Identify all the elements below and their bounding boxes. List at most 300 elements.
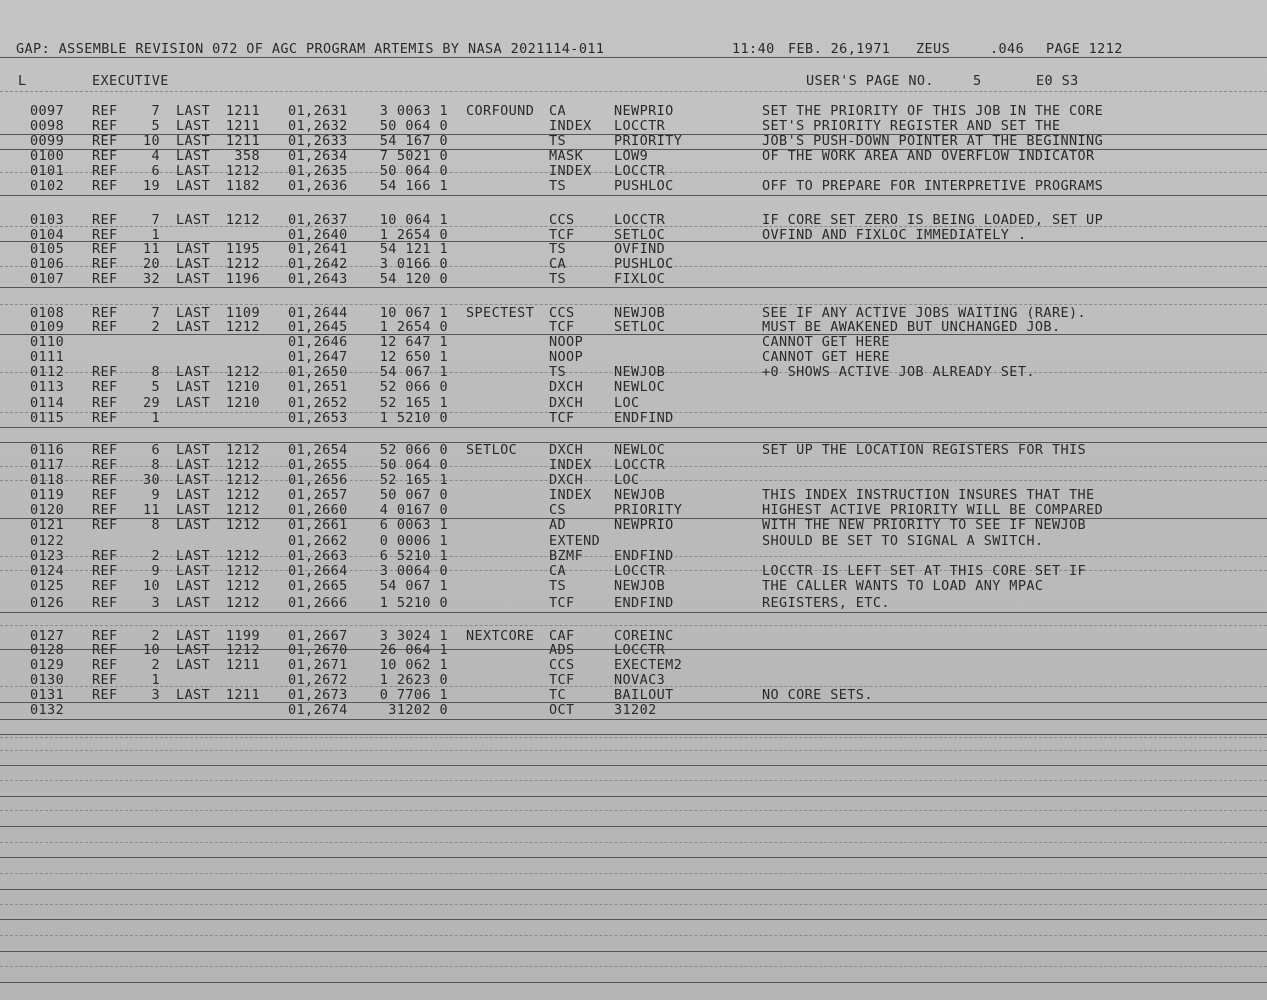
ruled-line	[0, 612, 1267, 613]
ref-keyword: REF	[92, 227, 118, 243]
operand: NEWLOC	[614, 442, 666, 458]
address: 01,2670	[288, 642, 348, 658]
ref-keyword: REF	[92, 642, 118, 658]
ruled-line	[0, 951, 1267, 952]
ref-keyword: REF	[92, 628, 118, 644]
address: 01,2671	[288, 657, 348, 673]
address: 01,2636	[288, 178, 348, 194]
opcode: TCF	[549, 672, 575, 688]
opcode: CAF	[549, 628, 575, 644]
opcode: INDEX	[549, 118, 592, 134]
ref-count: 3	[151, 595, 160, 611]
opcode: INDEX	[549, 457, 592, 473]
last-page: 1212	[225, 578, 260, 594]
line-number: 0131	[30, 687, 65, 703]
octal-word: 3 0166 0	[379, 256, 448, 272]
operand: LOC	[614, 395, 640, 411]
octal-word: 0 0006 1	[379, 533, 448, 549]
operand: NOVAC3	[614, 672, 666, 688]
last-keyword: LAST	[176, 442, 211, 458]
octal-word: 54 067 1	[379, 364, 448, 380]
octal-word: 10 062 1	[379, 657, 448, 673]
operand: LOCCTR	[614, 212, 666, 228]
octal-word: 54 121 1	[379, 241, 448, 257]
ref-keyword: REF	[92, 595, 118, 611]
octal-word: 10 064 1	[379, 212, 448, 228]
ref-keyword: REF	[92, 687, 118, 703]
address: 01,2637	[288, 212, 348, 228]
header-time: 11:40	[732, 41, 775, 57]
last-keyword: LAST	[176, 319, 211, 335]
comment: +0 SHOWS ACTIVE JOB ALREADY SET.	[762, 364, 1035, 380]
opcode: TS	[549, 133, 567, 149]
ruled-line	[0, 826, 1267, 827]
ref-count: 2	[151, 319, 160, 335]
opcode: AD	[549, 517, 567, 533]
line-number: 0123	[30, 548, 65, 564]
operand: NEWJOB	[614, 578, 666, 594]
dashed-line	[0, 904, 1267, 905]
line-number: 0097	[30, 103, 65, 119]
address: 01,2647	[288, 349, 348, 365]
ref-count: 7	[151, 212, 160, 228]
line-number: 0121	[30, 517, 65, 533]
operand: FIXLOC	[614, 271, 666, 287]
last-page: 1212	[225, 319, 260, 335]
operand: PUSHLOC	[614, 178, 674, 194]
line-number: 0114	[30, 395, 65, 411]
comment: THE CALLER WANTS TO LOAD ANY MPAC	[762, 578, 1044, 594]
opcode: INDEX	[549, 163, 592, 179]
ref-count: 2	[151, 548, 160, 564]
line-number: 0099	[30, 133, 65, 149]
last-page: 1211	[225, 657, 260, 673]
ruled-line	[0, 287, 1267, 288]
last-page: 1211	[225, 103, 260, 119]
line-number: 0113	[30, 379, 65, 395]
operand: LOCCTR	[614, 642, 666, 658]
octal-word: 54 167 0	[379, 133, 448, 149]
octal-word: 50 064 0	[379, 163, 448, 179]
last-keyword: LAST	[176, 103, 211, 119]
last-keyword: LAST	[176, 642, 211, 658]
line-number: 0110	[30, 334, 65, 350]
address: 01,2664	[288, 563, 348, 579]
ref-keyword: REF	[92, 271, 118, 287]
ruled-line	[0, 734, 1267, 735]
ref-keyword: REF	[92, 364, 118, 380]
last-keyword: LAST	[176, 148, 211, 164]
last-keyword: LAST	[176, 517, 211, 533]
octal-word: 1 2623 0	[379, 672, 448, 688]
last-page: 1212	[225, 642, 260, 658]
last-page: 1212	[225, 212, 260, 228]
octal-word: 1 5210 0	[379, 595, 448, 611]
last-keyword: LAST	[176, 379, 211, 395]
operand: NEWLOC	[614, 379, 666, 395]
octal-word: 50 064 0	[379, 118, 448, 134]
last-page: 1211	[225, 118, 260, 134]
operand: EXECTEM2	[614, 657, 683, 673]
dashed-line	[0, 966, 1267, 967]
line-number: 0115	[30, 410, 65, 426]
address: 01,2646	[288, 334, 348, 350]
octal-word: 52 066 0	[379, 442, 448, 458]
opcode: TCF	[549, 319, 575, 335]
opcode: TCF	[549, 227, 575, 243]
operand: COREINC	[614, 628, 674, 644]
octal-word: 4 0167 0	[379, 502, 448, 518]
dashed-line	[0, 91, 1267, 92]
dashed-line	[0, 750, 1267, 751]
opcode: CCS	[549, 305, 575, 321]
last-page: 1212	[225, 517, 260, 533]
octal-word: 0 7706 1	[379, 687, 448, 703]
operand: LOCCTR	[614, 457, 666, 473]
last-keyword: LAST	[176, 305, 211, 321]
last-page: 1199	[225, 628, 260, 644]
address: 01,2654	[288, 442, 348, 458]
opcode: CCS	[549, 657, 575, 673]
ref-count: 19	[142, 178, 160, 194]
operand: PUSHLOC	[614, 256, 674, 272]
line-number: 0116	[30, 442, 65, 458]
ref-count: 32	[142, 271, 160, 287]
last-page: 1212	[225, 163, 260, 179]
comment: IF CORE SET ZERO IS BEING LOADED, SET UP	[762, 212, 1104, 228]
line-number: 0106	[30, 256, 65, 272]
ref-count: 2	[151, 628, 160, 644]
line-number: 0117	[30, 457, 65, 473]
last-page: 1195	[225, 241, 260, 257]
address: 01,2674	[288, 702, 348, 718]
ruled-line	[0, 427, 1267, 428]
address: 01,2653	[288, 410, 348, 426]
opcode: INDEX	[549, 487, 592, 503]
operand: LOCCTR	[614, 118, 666, 134]
opcode: CA	[549, 103, 567, 119]
opcode: CA	[549, 563, 567, 579]
comment: OVFIND AND FIXLOC IMMEDIATELY .	[762, 227, 1027, 243]
line-number: 0127	[30, 628, 65, 644]
ref-keyword: REF	[92, 148, 118, 164]
comment: SHOULD BE SET TO SIGNAL A SWITCH.	[762, 533, 1044, 549]
line-number: 0105	[30, 241, 65, 257]
operand: ENDFIND	[614, 595, 674, 611]
comment: THIS INDEX INSTRUCTION INSURES THAT THE	[762, 487, 1095, 503]
last-page: 1212	[225, 487, 260, 503]
octal-word: 52 165 1	[379, 395, 448, 411]
last-page: 1212	[225, 472, 260, 488]
octal-word: 12 647 1	[379, 334, 448, 350]
octal-word: 3 3024 1	[379, 628, 448, 644]
last-keyword: LAST	[176, 364, 211, 380]
operand: 31202	[614, 702, 657, 718]
header-seq: .046	[990, 41, 1025, 57]
address: 01,2657	[288, 487, 348, 503]
address: 01,2633	[288, 133, 348, 149]
line-number: 0129	[30, 657, 65, 673]
header-page: PAGE 1212	[1046, 41, 1123, 57]
line-number: 0130	[30, 672, 65, 688]
opcode: TS	[549, 271, 567, 287]
ref-count: 5	[151, 118, 160, 134]
last-page: 1210	[225, 395, 260, 411]
address: 01,2645	[288, 319, 348, 335]
operand: PRIORITY	[614, 502, 683, 518]
comment: REGISTERS, ETC.	[762, 595, 890, 611]
users-page-number: 5	[973, 73, 982, 89]
comment: NO CORE SETS.	[762, 687, 873, 703]
octal-word: 54 166 1	[379, 178, 448, 194]
line-number: 0104	[30, 227, 65, 243]
dashed-line	[0, 810, 1267, 811]
ref-keyword: REF	[92, 212, 118, 228]
address: 01,2634	[288, 148, 348, 164]
ref-count: 3	[151, 687, 160, 703]
ref-keyword: REF	[92, 118, 118, 134]
last-page: 1212	[225, 595, 260, 611]
opcode: ADS	[549, 642, 575, 658]
ref-keyword: REF	[92, 502, 118, 518]
comment: SET'S PRIORITY REGISTER AND SET THE	[762, 118, 1061, 134]
last-page: 1211	[225, 133, 260, 149]
last-page: 1182	[225, 178, 260, 194]
ruled-line	[0, 57, 1267, 58]
ref-keyword: REF	[92, 256, 118, 272]
address: 01,2666	[288, 595, 348, 611]
octal-word: 52 165 1	[379, 472, 448, 488]
last-page: 1212	[225, 502, 260, 518]
ref-keyword: REF	[92, 103, 118, 119]
ref-keyword: REF	[92, 517, 118, 533]
line-number: 0119	[30, 487, 65, 503]
line-number: 0124	[30, 563, 65, 579]
dashed-line	[0, 780, 1267, 781]
octal-word: 1 2654 0	[379, 227, 448, 243]
operand: LOCCTR	[614, 163, 666, 179]
address: 01,2641	[288, 241, 348, 257]
ref-count: 5	[151, 379, 160, 395]
ref-keyword: REF	[92, 657, 118, 673]
address: 01,2655	[288, 457, 348, 473]
address: 01,2644	[288, 305, 348, 321]
ref-keyword: REF	[92, 442, 118, 458]
address: 01,2632	[288, 118, 348, 134]
ref-count: 11	[142, 502, 160, 518]
line-number: 0107	[30, 271, 65, 287]
ref-keyword: REF	[92, 548, 118, 564]
last-page: 1211	[225, 687, 260, 703]
ref-count: 9	[151, 563, 160, 579]
ref-keyword: REF	[92, 457, 118, 473]
ref-count: 4	[151, 148, 160, 164]
address: 01,2635	[288, 163, 348, 179]
address: 01,2652	[288, 395, 348, 411]
line-number: 0111	[30, 349, 65, 365]
ref-count: 11	[142, 241, 160, 257]
symbol-label: SPECTEST	[466, 305, 535, 321]
line-number: 0098	[30, 118, 65, 134]
opcode: BZMF	[549, 548, 584, 564]
ref-count: 7	[151, 103, 160, 119]
ref-count: 10	[142, 133, 160, 149]
last-keyword: LAST	[176, 212, 211, 228]
ed-code: E0 S3	[1036, 73, 1079, 89]
operand: OVFIND	[614, 241, 666, 257]
last-page: 358	[234, 148, 260, 164]
ref-count: 6	[151, 163, 160, 179]
last-keyword: LAST	[176, 657, 211, 673]
octal-word: 10 067 1	[379, 305, 448, 321]
opcode: CCS	[549, 212, 575, 228]
octal-word: 50 064 0	[379, 457, 448, 473]
comment: CANNOT GET HERE	[762, 334, 890, 350]
last-page: 1196	[225, 271, 260, 287]
address: 01,2640	[288, 227, 348, 243]
comment: OF THE WORK AREA AND OVERFLOW INDICATOR	[762, 148, 1095, 164]
comment: HIGHEST ACTIVE PRIORITY WILL BE COMPARED	[762, 502, 1104, 518]
octal-word: 3 0063 1	[379, 103, 448, 119]
last-keyword: LAST	[176, 133, 211, 149]
ref-count: 2	[151, 657, 160, 673]
operand: PRIORITY	[614, 133, 683, 149]
dashed-line	[0, 935, 1267, 936]
octal-word: 50 067 0	[379, 487, 448, 503]
ref-keyword: REF	[92, 472, 118, 488]
line-number: 0132	[30, 702, 65, 718]
ref-keyword: REF	[92, 563, 118, 579]
last-keyword: LAST	[176, 395, 211, 411]
address: 01,2661	[288, 517, 348, 533]
last-keyword: LAST	[176, 563, 211, 579]
opcode: CA	[549, 256, 567, 272]
last-keyword: LAST	[176, 256, 211, 272]
opcode: DXCH	[549, 472, 584, 488]
last-keyword: LAST	[176, 628, 211, 644]
ruled-line	[0, 796, 1267, 797]
last-keyword: LAST	[176, 502, 211, 518]
last-page: 1212	[225, 457, 260, 473]
octal-word: 6 0063 1	[379, 517, 448, 533]
last-keyword: LAST	[176, 457, 211, 473]
comment: LOCCTR IS LEFT SET AT THIS CORE SET IF	[762, 563, 1087, 579]
operand: NEWJOB	[614, 305, 666, 321]
last-keyword: LAST	[176, 687, 211, 703]
last-page: 1210	[225, 379, 260, 395]
operand: BAILOUT	[614, 687, 674, 703]
line-number: 0109	[30, 319, 65, 335]
line-number: 0126	[30, 595, 65, 611]
operand: NEWJOB	[614, 487, 666, 503]
last-page: 1212	[225, 563, 260, 579]
ref-keyword: REF	[92, 241, 118, 257]
octal-word: 26 064 1	[379, 642, 448, 658]
comment: WITH THE NEW PRIORITY TO SEE IF NEWJOB	[762, 517, 1087, 533]
line-number: 0118	[30, 472, 65, 488]
ref-count: 9	[151, 487, 160, 503]
operand: NEWJOB	[614, 364, 666, 380]
subheader-l: L	[18, 73, 27, 89]
ref-count: 1	[151, 410, 160, 426]
address: 01,2663	[288, 548, 348, 564]
ref-keyword: REF	[92, 395, 118, 411]
comment: OFF TO PREPARE FOR INTERPRETIVE PROGRAMS	[762, 178, 1104, 194]
address: 01,2665	[288, 578, 348, 594]
line-number: 0125	[30, 578, 65, 594]
ruled-line	[0, 195, 1267, 196]
last-keyword: LAST	[176, 595, 211, 611]
ref-count: 6	[151, 442, 160, 458]
ruled-line	[0, 919, 1267, 920]
last-page: 1212	[225, 364, 260, 380]
last-keyword: LAST	[176, 163, 211, 179]
ref-keyword: REF	[92, 672, 118, 688]
opcode: DXCH	[549, 442, 584, 458]
ref-keyword: REF	[92, 305, 118, 321]
line-number: 0128	[30, 642, 65, 658]
dashed-line	[0, 625, 1267, 626]
last-keyword: LAST	[176, 578, 211, 594]
octal-word: 54 067 1	[379, 578, 448, 594]
ref-keyword: REF	[92, 319, 118, 335]
dashed-line	[0, 842, 1267, 843]
operand: SETLOC	[614, 319, 666, 335]
ruled-line	[0, 857, 1267, 858]
octal-word: 3 0064 0	[379, 563, 448, 579]
dashed-line	[0, 737, 1267, 738]
address: 01,2660	[288, 502, 348, 518]
section-name: EXECUTIVE	[92, 73, 169, 89]
symbol-label: CORFOUND	[466, 103, 535, 119]
ref-count: 8	[151, 517, 160, 533]
opcode: EXTEND	[549, 533, 601, 549]
opcode: TC	[549, 687, 567, 703]
last-keyword: LAST	[176, 487, 211, 503]
opcode: NOOP	[549, 349, 584, 365]
address: 01,2672	[288, 672, 348, 688]
last-page: 1109	[225, 305, 260, 321]
users-page-label: USER'S PAGE NO.	[806, 73, 934, 89]
line-number: 0108	[30, 305, 65, 321]
dashed-line	[0, 873, 1267, 874]
comment: CANNOT GET HERE	[762, 349, 890, 365]
last-page: 1212	[225, 442, 260, 458]
operand: ENDFIND	[614, 410, 674, 426]
ref-count: 8	[151, 457, 160, 473]
opcode: TS	[549, 578, 567, 594]
header-date: FEB. 26,1971	[788, 41, 891, 57]
address: 01,2650	[288, 364, 348, 380]
line-number: 0102	[30, 178, 65, 194]
ref-count: 8	[151, 364, 160, 380]
opcode: TS	[549, 178, 567, 194]
octal-word: 54 120 0	[379, 271, 448, 287]
line-number: 0112	[30, 364, 65, 380]
line-number: 0120	[30, 502, 65, 518]
header-title: GAP: ASSEMBLE REVISION 072 OF AGC PROGRAM ARTEMIS BY NASA 2021114-011	[16, 41, 605, 57]
address: 01,2651	[288, 379, 348, 395]
opcode: TCF	[549, 410, 575, 426]
last-page: 1212	[225, 256, 260, 272]
octal-word: 1 5210 0	[379, 410, 448, 426]
line-number: 0101	[30, 163, 65, 179]
ref-keyword: REF	[92, 410, 118, 426]
opcode: CS	[549, 502, 567, 518]
address: 01,2643	[288, 271, 348, 287]
address: 01,2631	[288, 103, 348, 119]
comment: JOB'S PUSH-DOWN POINTER AT THE BEGINNING	[762, 133, 1104, 149]
